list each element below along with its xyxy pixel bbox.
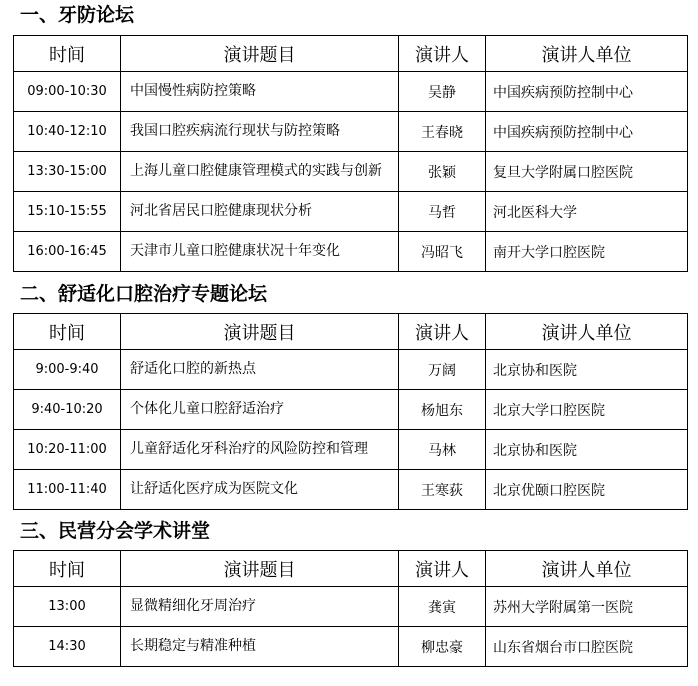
header-speaker: 演讲人 — [399, 314, 486, 350]
table-row — [14, 390, 688, 430]
table-row — [14, 192, 688, 232]
schedule-table-3 — [13, 550, 688, 667]
session-time: 10:40-12:10 — [14, 112, 121, 152]
session-speaker: 王春晓 — [399, 112, 486, 152]
header-time: 时间 — [14, 36, 121, 72]
session-speaker: 万阔 — [399, 350, 486, 390]
table-row — [14, 430, 688, 470]
session-time: 13:00 — [14, 587, 121, 627]
table-row — [14, 232, 688, 272]
session-time: 11:00-11:40 — [14, 470, 121, 510]
table-row — [14, 350, 688, 390]
header-speaker: 演讲人 — [399, 36, 486, 72]
session-speaker: 柳忠豪 — [399, 627, 486, 667]
session-time: 14:30 — [14, 627, 121, 667]
session-org: 北京大学口腔医院 — [486, 390, 688, 430]
session-topic: 让舒适化医疗成为医院文化 — [121, 470, 399, 510]
header-time: 时间 — [14, 551, 121, 587]
session-topic: 显微精细化牙周治疗 — [121, 587, 399, 627]
session-topic: 儿童舒适化牙科治疗的风险防控和管理 — [121, 430, 399, 470]
header-org: 演讲人单位 — [486, 551, 688, 587]
session-time: 9:00-9:40 — [14, 350, 121, 390]
session-topic: 河北省居民口腔健康现状分析 — [121, 192, 399, 232]
session-topic: 上海儿童口腔健康管理模式的实践与创新 — [121, 152, 399, 192]
header-speaker: 演讲人 — [399, 551, 486, 587]
session-org: 南开大学口腔医院 — [486, 232, 688, 272]
table-row — [14, 627, 688, 667]
session-topic: 舒适化口腔的新热点 — [121, 350, 399, 390]
session-topic: 长期稳定与精准种植 — [121, 627, 399, 667]
schedule-table-2 — [13, 313, 688, 510]
session-speaker: 吴静 — [399, 72, 486, 112]
header-time: 时间 — [14, 314, 121, 350]
session-org: 复旦大学附属口腔医院 — [486, 152, 688, 192]
session-time: 13:30-15:00 — [14, 152, 121, 192]
header-topic: 演讲题目 — [121, 551, 399, 587]
session-org: 山东省烟台市口腔医院 — [486, 627, 688, 667]
session-org: 中国疾病预防控制中心 — [486, 112, 688, 152]
header-org: 演讲人单位 — [486, 314, 688, 350]
session-org: 苏州大学附属第一医院 — [486, 587, 688, 627]
session-org: 中国疾病预防控制中心 — [486, 72, 688, 112]
table-header-row — [14, 36, 688, 72]
session-org: 北京优颐口腔医院 — [486, 470, 688, 510]
session-topic: 天津市儿童口腔健康状况十年变化 — [121, 232, 399, 272]
header-topic: 演讲题目 — [121, 36, 399, 72]
table-row — [14, 470, 688, 510]
session-time: 15:10-15:55 — [14, 192, 121, 232]
session-topic: 我国口腔疾病流行现状与防控策略 — [121, 112, 399, 152]
session-speaker: 张颖 — [399, 152, 486, 192]
session-time: 10:20-11:00 — [14, 430, 121, 470]
table-row — [14, 587, 688, 627]
session-topic: 个体化儿童口腔舒适治疗 — [121, 390, 399, 430]
table-row — [14, 72, 688, 112]
session-speaker: 冯昭飞 — [399, 232, 486, 272]
session-speaker: 王寒荻 — [399, 470, 486, 510]
session-speaker: 龚寅 — [399, 587, 486, 627]
session-topic: 中国慢性病防控策略 — [121, 72, 399, 112]
session-org: 北京协和医院 — [486, 430, 688, 470]
header-org: 演讲人单位 — [486, 36, 688, 72]
header-topic: 演讲题目 — [121, 314, 399, 350]
session-speaker: 马林 — [399, 430, 486, 470]
session-speaker: 杨旭东 — [399, 390, 486, 430]
table-row — [14, 152, 688, 192]
section-title-1: 一、牙防论坛 — [20, 4, 135, 26]
session-time: 9:40-10:20 — [14, 390, 121, 430]
section-title-2: 二、舒适化口腔治疗专题论坛 — [20, 283, 268, 305]
section-title-3: 三、民营分会学术讲堂 — [20, 520, 211, 542]
table-row — [14, 112, 688, 152]
schedule-table-1 — [13, 35, 688, 272]
session-org: 河北医科大学 — [486, 192, 688, 232]
table-header-row — [14, 551, 688, 587]
table-header-row — [14, 314, 688, 350]
session-time: 09:00-10:30 — [14, 72, 121, 112]
session-org: 北京协和医院 — [486, 350, 688, 390]
session-time: 16:00-16:45 — [14, 232, 121, 272]
session-speaker: 马哲 — [399, 192, 486, 232]
